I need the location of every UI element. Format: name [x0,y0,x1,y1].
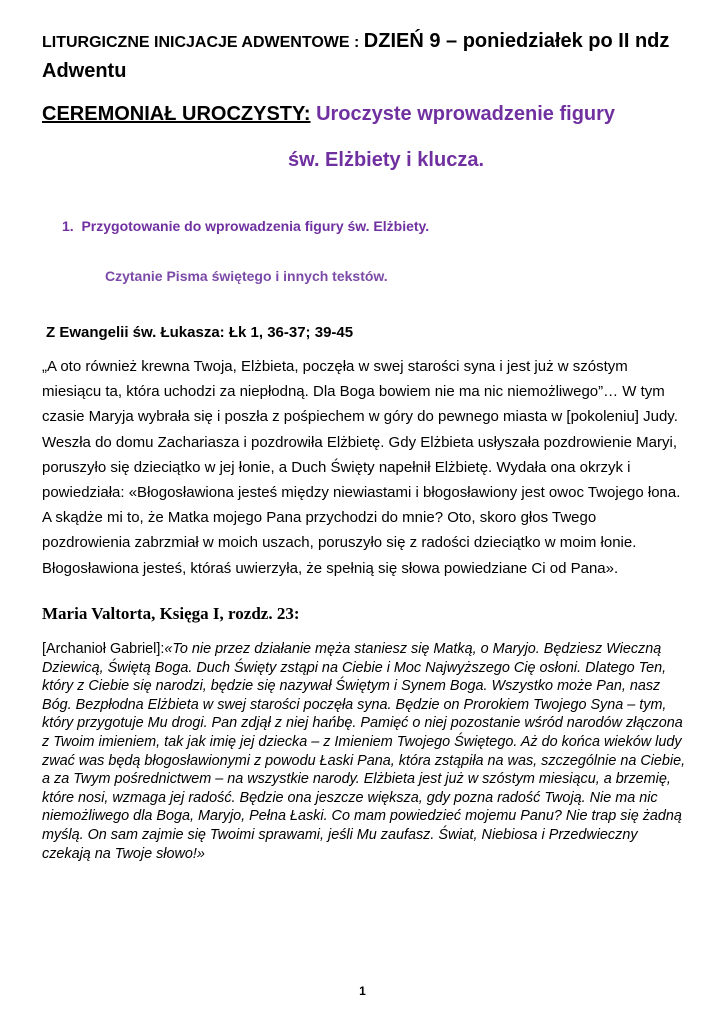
quote-speaker: [Archanioł Gabriel]: [42,641,165,657]
header-day: DZIEŃ 9 – poniedziałek po II ndz [363,30,670,52]
ceremony-heading [42,100,615,128]
gospel-source [46,324,353,341]
section-number: 1. [62,218,74,234]
gospel-reference: Łk 1, 36-37; 39-45 [228,324,354,341]
section-title: Przygotowanie do wprowadzenia figury św. Elżbiety. [81,218,430,234]
ceremony-title-line1: Uroczyste wprowadzenie figury [316,103,616,125]
valtorta-title: Maria Valtorta, Księga I, rozdz. 23: [42,604,300,623]
document-header [42,26,692,58]
page-number: 1 [359,984,366,998]
quote-text: «To nie przez działanie męża staniesz się Matką, o Maryjo. Będziesz Wieczną Dziewicą, Świętą Boga. Duch Święty zstąpi na Ciebie i Moc Najwyższego Cię osłoni. Dlatego Ten, który z Ciebie się narodzi, będzie się nazywał Świętym i Synem Boga. Wszystko może Pan, nasz Bóg. Bezpłodna Elżbieta w swej starości poczęła syna. Będzie on Prorokiem Twojego Syna – tym, który przygotuje Mu drogi. Pan zdjął z niej hańbę. Pamięć o niej pozostanie wśród narodów złączona z Twoim imieniem, tak jak imię jej dziecka – z Imieniem Twojego Świętego. Aż do końca wieków ludy zwać was będą błogosławionymi z powodu Łaski Pana, która zstąpiła na was, szczególnie na Ciebie, a za Twym pośrednictwem – na wszystkie narody. Elżbieta jest już w szóstym miesiącu, a brzemię, które nosi, wzmaga jej radość. Będzie ona jeszcze większa, gdy pozna radość Twoją. Nie ma nic niemożliwego dla Boga, Maryjo, Pełna Łaski. Co mam powiedzieć mojemu Panu? Nie trap się żadną myślą. On sam zajmie się Twoimi sprawami, jeśli Mu zaufasz. Świat, Niebiosa i Przedwieczny czekają na Twoje słowo!» [42,641,686,862]
ceremony-label: CEREMONIAŁ UROCZYSTY: [42,103,311,125]
gospel-source-separator: : [219,324,229,341]
ceremony-title-line2: św. Elżbiety i klucza. [288,149,484,171]
header-prefix: LITURGICZNE INICJACJE ADWENTOWE : [42,34,364,51]
section-subtitle: Czytanie Pisma świętego i innych tekstów. [105,268,388,284]
gospel-source-label: Z Ewangelii św. Łukasza [46,324,220,341]
section-heading [62,218,429,234]
valtorta-quote [42,640,688,863]
gospel-text: „A oto również krewna Twoja, Elżbieta, poczęła w swej starości syna i jest już w szóstym miesiącu ta, która uchodzi za niepłodną. Dla Boga bowiem nie ma nic niemożliwego”… W tym czasie Maryja wybrała się i poszła z pośpiechem w góry do pewnego miasta w [pokoleniu] Judy. Weszła do domu Zachariasza i pozdrowiła Elżbietę. Gdy Elżbieta usłyszała pozdrowienie Maryi, poruszyło się dzieciątko w jej łonie, a Duch Święty napełnił Elżbietę. Wydała ona okrzyk i powiedziała: «Błogosławiona jesteś między niewiastami i błogosławiony jest owoc Twojego łona. A skądże mi to, że Matka mojego Pana przychodzi do mnie? Oto, skoro głos Twego pozdrowienia zabrzmiał w moich uszach, poruszyło się z radości dzieciątko w moim łonie. Błogosławiona jesteś, któraś uwierzyła, że spełnią się słowa powiedziane Ci od Pana». [42,358,681,577]
header-day-continuation: Adwentu [42,60,127,82]
